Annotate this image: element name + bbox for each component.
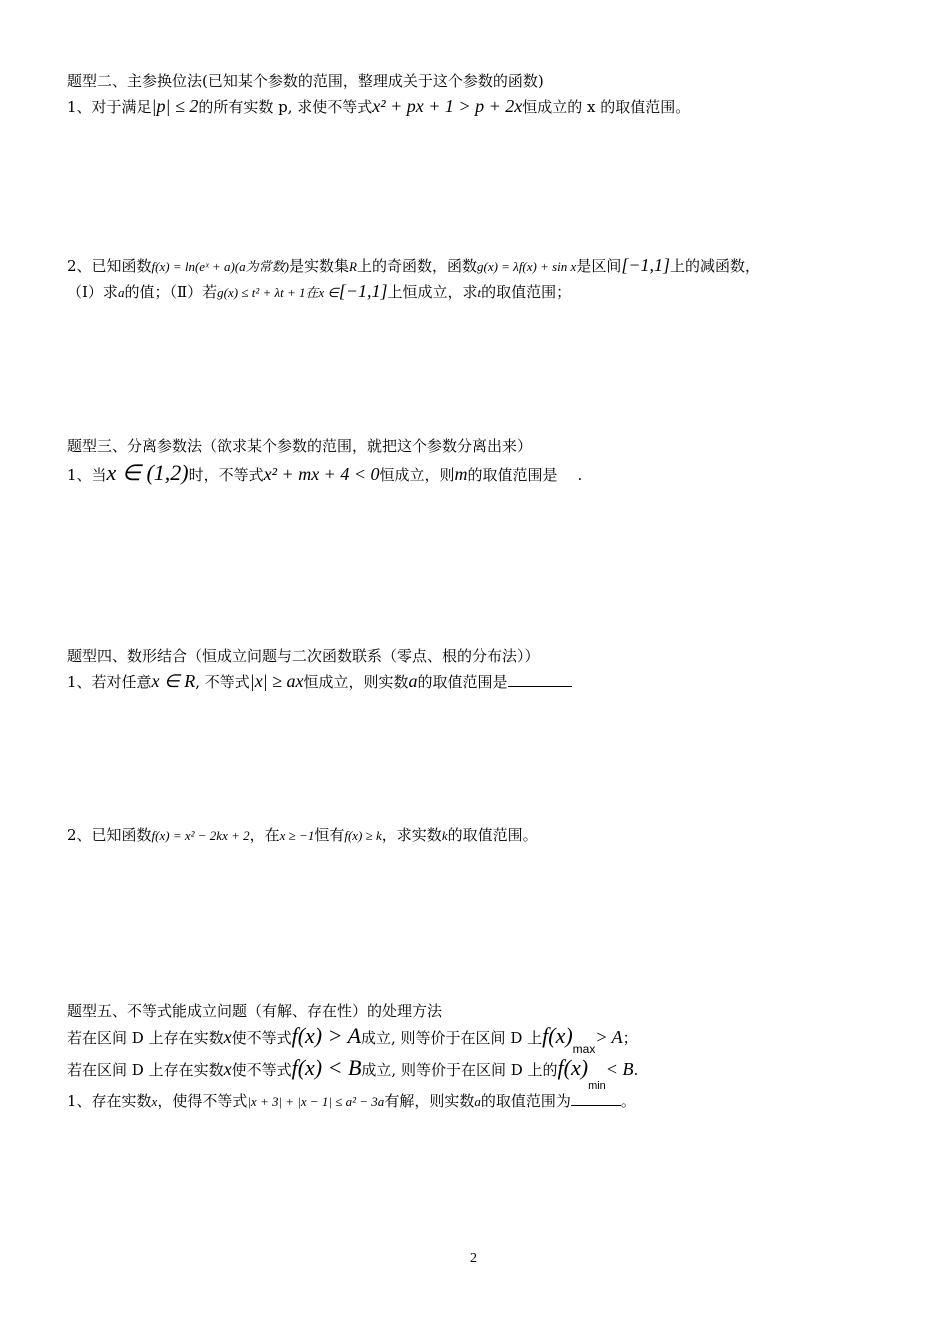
math-fx-gt-A: f(x) > A [291, 1023, 362, 1048]
section5-line1: 若在区间 D 上存在实数x使不等式f(x) > A成立, 则等价于在区间 D 上$f(x)_{max}> A$； [67, 1023, 638, 1056]
math-abs-p: |p| ≤ 2 [151, 96, 199, 116]
math-gx-def: g(x) = λf(x) + sin x [476, 259, 577, 274]
math-x-in-R: x ∈ R [151, 671, 196, 691]
math-fx-lt-B: f(x) < B [291, 1055, 362, 1080]
section5-line2: 若在区间 D 上存在实数x使不等式f(x) < B成立, 则等价于在区间 D 上的$f(x)_{min}< B$. [67, 1055, 639, 1092]
page-number: 2 [470, 1251, 477, 1266]
math-g-ineq: g(x) ≤ t² + λt + 1在x ∈ [217, 285, 339, 300]
section5-title: 题型五、不等式能成立问题（有解、存在性）的处理方法 [67, 1002, 443, 1020]
section2-q2-line2: （Ⅰ）求a的值；（Ⅱ）若g(x) ≤ t² + λt + 1在x ∈[−1,1]上恒成立，求t的取值范围； [67, 281, 572, 301]
section4-q2: 2、已知函数f(x) = x² − 2kx + 2，在x ≥ −1恒有f(x) ≥ k，求实数k的取值范围。 [67, 826, 538, 844]
section4-q1: 1、若对任意x ∈ R, 不等式|x| ≥ ax恒成立，则实数a的取值范围是 [67, 670, 572, 692]
section2-title: 题型二、主参换位法(已知某个参数的范围，整理成关于这个参数的函数) [67, 72, 544, 90]
math-interval: [−1,1] [621, 255, 670, 275]
section2-q2-line1: 2、已知函数f(x) = ln(eˣ + a)(a为常数)是实数集R上的奇函数，函数g(x) = λf(x) + sin x是区间[−1,1]上的减函数， [67, 255, 761, 275]
section3-q1: 1、当x ∈ (1,2)时，不等式x² + mx + 4 < 0恒成立，则m的取值范围是 . [67, 460, 583, 485]
math-fx-def: f(x) = ln(eˣ + a)(a为常数) [151, 259, 289, 274]
math-abs-sum: |x + 3| + |x − 1| ≤ a² − 3a [247, 1094, 385, 1109]
math-inequality: x² + px + 1 > p + 2x [372, 96, 523, 116]
section5-q1: 1、存在实数x，使得不等式|x + 3| + |x − 1| ≤ a² − 3a有解，则实数a的取值范围为 。 [67, 1089, 636, 1112]
math-quadratic: x² + mx + 4 < 0 [263, 464, 380, 484]
answer-blank [508, 670, 572, 687]
answer-blank [571, 1089, 621, 1106]
section3-title: 题型三、分离参数法（欲求某个参数的范围，就把这个参数分离出来） [67, 437, 533, 455]
math-R: R [349, 259, 357, 274]
section4-title: 题型四、数形结合（恒成立问题与二次函数联系（零点、根的分布法）） [67, 647, 540, 665]
math-abs-ineq: |x| ≥ ax [249, 671, 304, 691]
section2-q1: 1、对于满足|p| ≤ 2的所有实数 p, 求使不等式x² + px + 1 > p + 2x恒成立的 x 的取值范围。 [67, 96, 691, 116]
math-fx-quadratic: f(x) = x² − 2kx + 2 [151, 828, 250, 843]
math-x-in-interval: x ∈ (1,2) [106, 460, 189, 485]
